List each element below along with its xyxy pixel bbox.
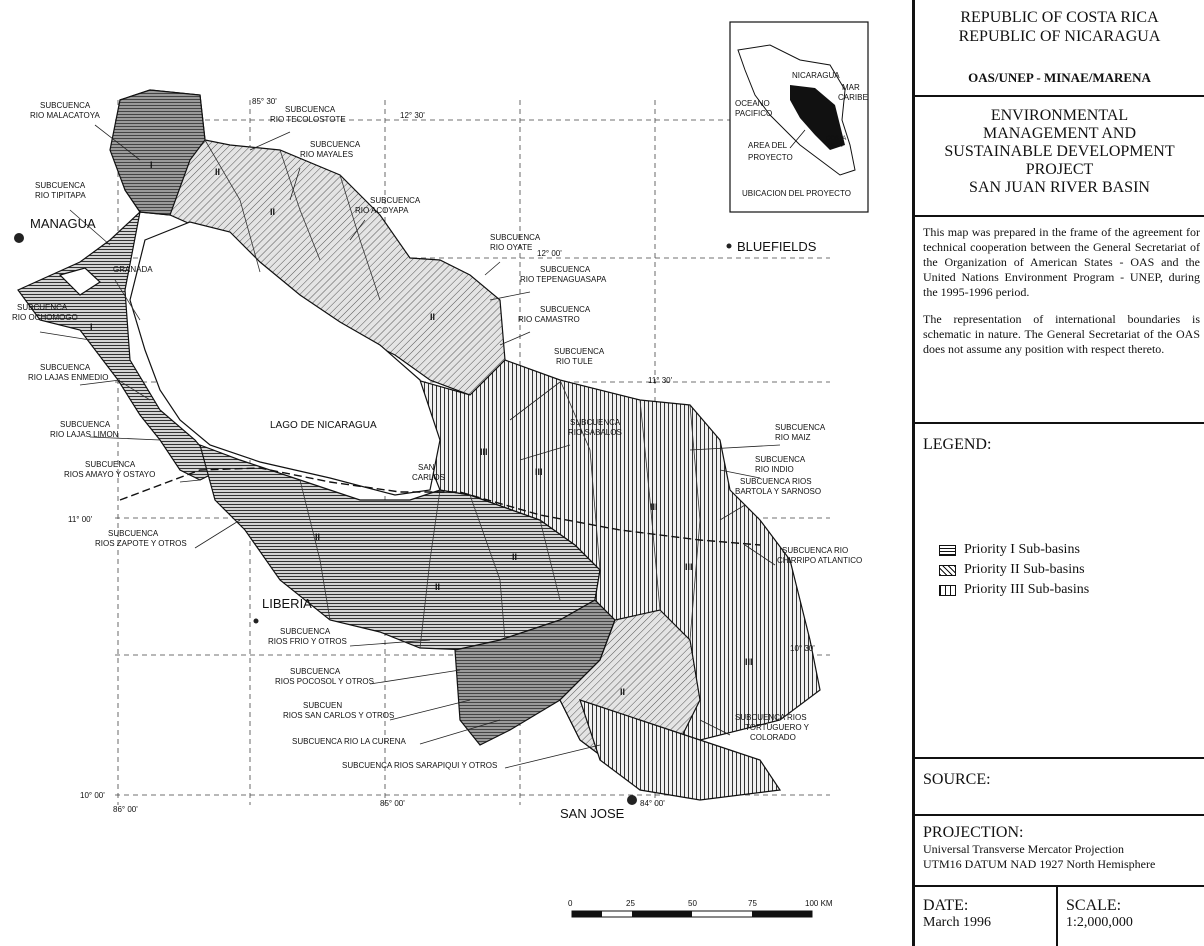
coord-label: 84° 00' [640, 799, 665, 808]
notes-section [915, 217, 1204, 424]
scale-tick: 50 [688, 899, 697, 908]
subbasin-label-oyate: SUBCUENCA RIO OYATE [490, 233, 541, 252]
subbasin-label-chirripo: SUBCUENCA RIO CHIRRIPO ATLANTICO [777, 546, 863, 565]
source-section [915, 759, 1204, 816]
coord-label: 11° 00' [68, 515, 93, 524]
priority-mark: II [620, 687, 626, 697]
source-title: SOURCE: [923, 771, 991, 788]
coord-label: 12° 00' [537, 249, 562, 258]
city-bluefields: BLUEFIELDS [737, 239, 817, 254]
inset-location-map [730, 22, 868, 212]
priority-mark: III [745, 657, 753, 667]
priority-mark: II [512, 552, 518, 562]
subbasin-label-pocosol: SUBCUENCA RIOS POCOSOL Y OTROS [275, 667, 374, 686]
subbasin-label-ochomogo: SUBCUENCA RIO OCHOMOGO [12, 303, 78, 322]
subbasin-label-bartola: SUBCUENCA RIOS BARTOLA Y SARNOSO [735, 477, 822, 496]
priority-mark: III [685, 562, 693, 572]
subbasin-label-sarapiqui: SUBCUENCA RIOS SARAPIQUI Y OTROS [342, 761, 498, 770]
scale-tick: 25 [626, 899, 635, 908]
legend-section [915, 424, 1204, 759]
priority-mark: III [480, 447, 488, 457]
republic-nicaragua: REPUBLIC OF NICARAGUA [958, 28, 1161, 45]
priority-mark: III [650, 502, 658, 512]
scale-tick: 100 KM [805, 899, 833, 908]
inset-label-mar: MAR CARIBE [838, 83, 868, 102]
coord-label: 10° 30' [790, 644, 815, 653]
lake-label: LAGO DE NICARAGUA [270, 420, 377, 431]
city-san-jose: SAN JOSE [560, 806, 625, 821]
note-agreement: This map was prepared in the frame of the agreement for technical cooperation between the General Secretariat of the Organization of American States - OAS and the United Nations Environment Program - UNEP, during the 1995-1996 period. [923, 225, 1200, 299]
legend-label: Priority III Sub-basins [964, 582, 1090, 597]
subbasin-label-lajas-limon: SUBCUENCA RIO LAJAS LIMON [50, 420, 119, 439]
legend-title: LEGEND: [923, 436, 992, 453]
date-cell [915, 887, 1058, 946]
coord-label: 86° 00' [113, 805, 138, 814]
subbasin-label-lajas-enmedio: SUBCUENCA RIO LAJAS ENMEDIO [28, 363, 109, 382]
coord-label: 11° 30' [648, 376, 673, 385]
subbasin-label-malacatoya: SUBCUENCA RIO MALACATOYA [30, 101, 100, 120]
projection-section [915, 816, 1204, 887]
organization: OAS/UNEP - MINAE/MARENA [968, 70, 1151, 85]
city-liberia: LIBERIA [262, 596, 312, 611]
liberia-dot [254, 619, 259, 624]
hatch-diagonal-icon [939, 565, 956, 576]
coord-label: 85° 30' [252, 97, 277, 106]
inset-caption: UBICACION DEL PROYECTO [742, 189, 851, 198]
header-section [915, 0, 1204, 97]
priority-mark: II [215, 167, 221, 177]
scale-tick: 0 [568, 899, 573, 908]
priority-mark: II [315, 532, 321, 542]
project-title-line: PROJECT [1025, 161, 1094, 178]
subbasin-label-tule: SUBCUENCA RIO TULE [554, 347, 605, 366]
legend-label: Priority II Sub-basins [964, 562, 1085, 577]
legend-label: Priority I Sub-basins [964, 542, 1080, 557]
bluefields-dot [727, 244, 732, 249]
project-title-section [915, 97, 1204, 217]
project-title-line: ENVIRONMENTAL [990, 107, 1129, 124]
scale-tick: 75 [748, 899, 757, 908]
subbasin-label-frio: SUBCUENCA RIOS FRIO Y OTROS [268, 627, 347, 646]
inset-label-area: AREA DEL PROYECTO [748, 141, 793, 162]
city-san-carlos: CARLOS [412, 473, 445, 482]
managua-dot [14, 233, 24, 243]
project-title-line: MANAGEMENT AND [982, 125, 1137, 142]
subbasin-label-zapote: SUBCUENCA RIOS ZAPOTE Y OTROS [95, 529, 187, 548]
republic-costa-rica: REPUBLIC OF COSTA RICA [960, 9, 1159, 26]
date-title: DATE: [923, 897, 969, 914]
scale-value: 1:2,000,000 [1066, 915, 1133, 930]
city-managua: MANAGUA [30, 216, 96, 231]
subbasin-label-la-curena: SUBCUENCA RIO LA CURENA [292, 737, 406, 746]
subbasin-label-acoyapa: SUBCUENCA RIO ACOYAPA [355, 196, 421, 215]
date-value: March 1996 [923, 915, 992, 930]
legend-item-priority-1 [915, 540, 1204, 560]
coord-label: 12° 30' [400, 111, 425, 120]
date-scale-section [915, 887, 1204, 946]
inset-label-oceano: OCEANO PACIFICO [735, 99, 773, 118]
subbasin-label-indio: SUBCUENCA RIO INDIO [755, 455, 806, 474]
subbasin-label-tipitapa: SUBCUENCA RIO TIPITAPA [35, 181, 86, 200]
legend-item-priority-2 [915, 560, 1204, 580]
projection-line: Universal Transverse Mercator Projection [923, 842, 1124, 856]
subbasin-label-tecolostote: SUBCUENCA RIO TECOLOSTOTE [270, 105, 346, 124]
subbasin-label-sabalos: SUBCUENCA RIO SABALOS [568, 418, 622, 437]
priority-mark: II [435, 582, 441, 592]
hatch-vertical-icon [939, 585, 956, 596]
subbasin-label-mayales: SUBCUENCA RIO MAYALES [300, 140, 361, 159]
priority-mark: I [150, 160, 153, 170]
projection-line: UTM16 DATUM NAD 1927 North Hemisphere [923, 857, 1156, 871]
priority-mark: III [535, 467, 543, 477]
scale-bar [568, 899, 833, 917]
title-block-panel [912, 0, 1204, 946]
hatch-horizontal-icon [939, 545, 956, 556]
legend-item-priority-3 [915, 580, 1204, 600]
note-boundaries: The representation of international boundaries is schematic in nature. The General Secretariat of the OAS does not assume any position with respect thereto. [923, 312, 1200, 356]
subbasin-label-maiz: SUBCUENCA RIO MAIZ [775, 423, 826, 442]
subbasin-label-amayo: SUBCUENCA RIOS AMAYO Y OSTAYO [64, 460, 156, 479]
subbasin-label-tortuguero: SUBCUENCA RIOS TORTUGUERO Y COLORADO [735, 713, 810, 742]
priority-mark: I [90, 322, 93, 332]
subbasin-label-camastro: SUBCUENCA RIO CAMASTRO [518, 305, 591, 324]
scale-cell [1058, 887, 1204, 946]
city-granada: GRANADA [113, 265, 153, 274]
subbasin-label-san-carlos: SUBCUEN RIOS SAN CARLOS Y OTROS [283, 701, 395, 720]
scale-title: SCALE: [1066, 897, 1122, 914]
city-san-carlos: SAN [418, 463, 435, 472]
san-jose-dot [627, 795, 637, 805]
priority-mark: II [430, 312, 436, 322]
project-title-line: SUSTAINABLE DEVELOPMENT [944, 143, 1175, 160]
projection-title: PROJECTION: [923, 824, 1024, 841]
project-title-line: SAN JUAN RIVER BASIN [969, 179, 1150, 196]
subbasin-label-tepenaguasapa: SUBCUENCA RIO TEPENAGUASAPA [520, 265, 607, 284]
inset-label-nicaragua: NICARAGUA [792, 71, 840, 80]
coord-label: 10° 00' [80, 791, 105, 800]
inset-label-costa-rica: COSTA RICA [826, 136, 847, 149]
priority-mark: II [270, 207, 276, 217]
coord-label: 85° 00' [380, 799, 405, 808]
